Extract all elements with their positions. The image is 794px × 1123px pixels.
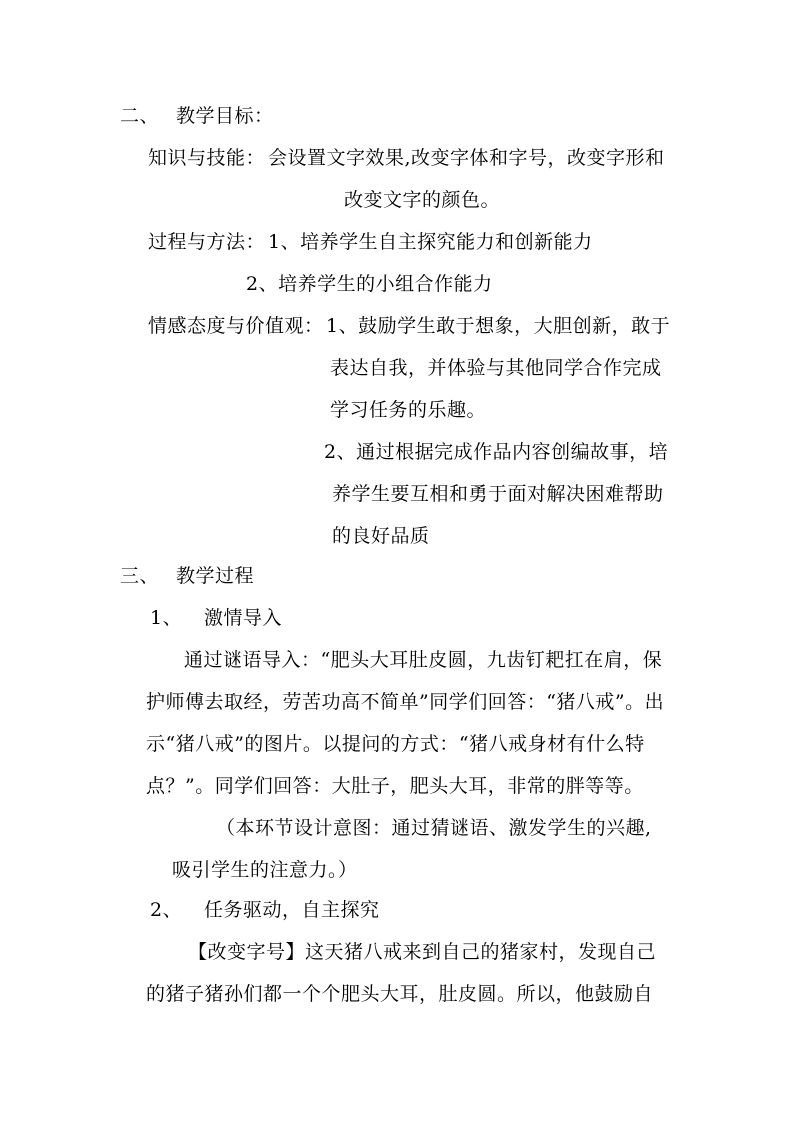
- knowledge-label: 知识与技能：: [148, 147, 266, 169]
- emotion-item-2-line-2: 养学生要互相和勇于面对解决困难帮助: [332, 483, 664, 505]
- step-1-para-line-1: 通过谜语导入：“肥头大耳肚皮圆，九齿钉耙扛在肩，保: [184, 649, 663, 671]
- section-3-number: 三、: [120, 565, 160, 587]
- emotion-item-2-line-1: 2、通过根据完成作品内容创编故事，培: [324, 441, 669, 463]
- step-1-para-line-3: 示“猪八戒”的图片。以提问的方式：“猪八戒身材有什么特: [146, 733, 645, 755]
- section-2-title: 教学目标：: [176, 105, 274, 127]
- step-2-para-line-1: 【改变字号】这天猪八戒来到自己的猪家村，发现自己: [188, 941, 657, 963]
- knowledge-line-1: 会设置文字效果,改变字体和字号，改变字形和: [268, 147, 665, 169]
- process-item-1: 1、培养学生自主探究能力和创新能力: [268, 231, 593, 253]
- step-1-note-line-1: （本环节设计意图：通过猜谜语、激发学生的兴趣,: [216, 817, 652, 839]
- knowledge-line-2: 改变文字的颜色。: [344, 189, 501, 211]
- emotion-item-1-line-2: 表达自我，并体验与其他同学合作完成: [330, 357, 662, 379]
- step-1-para-line-4: 点？”。同学们回答：大肚子，肥头大耳，非常的胖等等。: [146, 775, 644, 797]
- emotion-item-1-line-1: 1、鼓励学生敢于想象，大胆创新，敢于: [326, 315, 671, 337]
- process-label: 过程与方法：: [148, 231, 266, 253]
- process-item-2: 2、培养学生的小组合作能力: [246, 273, 493, 295]
- emotion-item-1-line-3: 学习任务的乐趣。: [330, 399, 487, 421]
- section-3-title: 教学过程: [176, 565, 255, 587]
- emotion-item-2-line-3: 的良好品质: [332, 525, 430, 547]
- step-2-title: 任务驱动，自主探究: [204, 899, 380, 921]
- section-2-number: 二、: [120, 105, 160, 127]
- emotion-label: 情感态度与价值观：: [148, 315, 324, 337]
- step-1-number: 1、: [150, 607, 183, 629]
- step-2-number: 2、: [150, 899, 183, 921]
- step-1-title: 激情导入: [204, 607, 283, 629]
- step-1-para-line-2: 护师傅去取经，劳苦功高不简单”同学们回答：“猪八戒”。出: [146, 691, 665, 713]
- step-2-para-line-2: 的猪子猪孙们都一个个肥头大耳，肚皮圆。所以，他鼓励自: [146, 983, 654, 1005]
- step-1-note-line-2: 吸引学生的注意力。）: [172, 859, 358, 881]
